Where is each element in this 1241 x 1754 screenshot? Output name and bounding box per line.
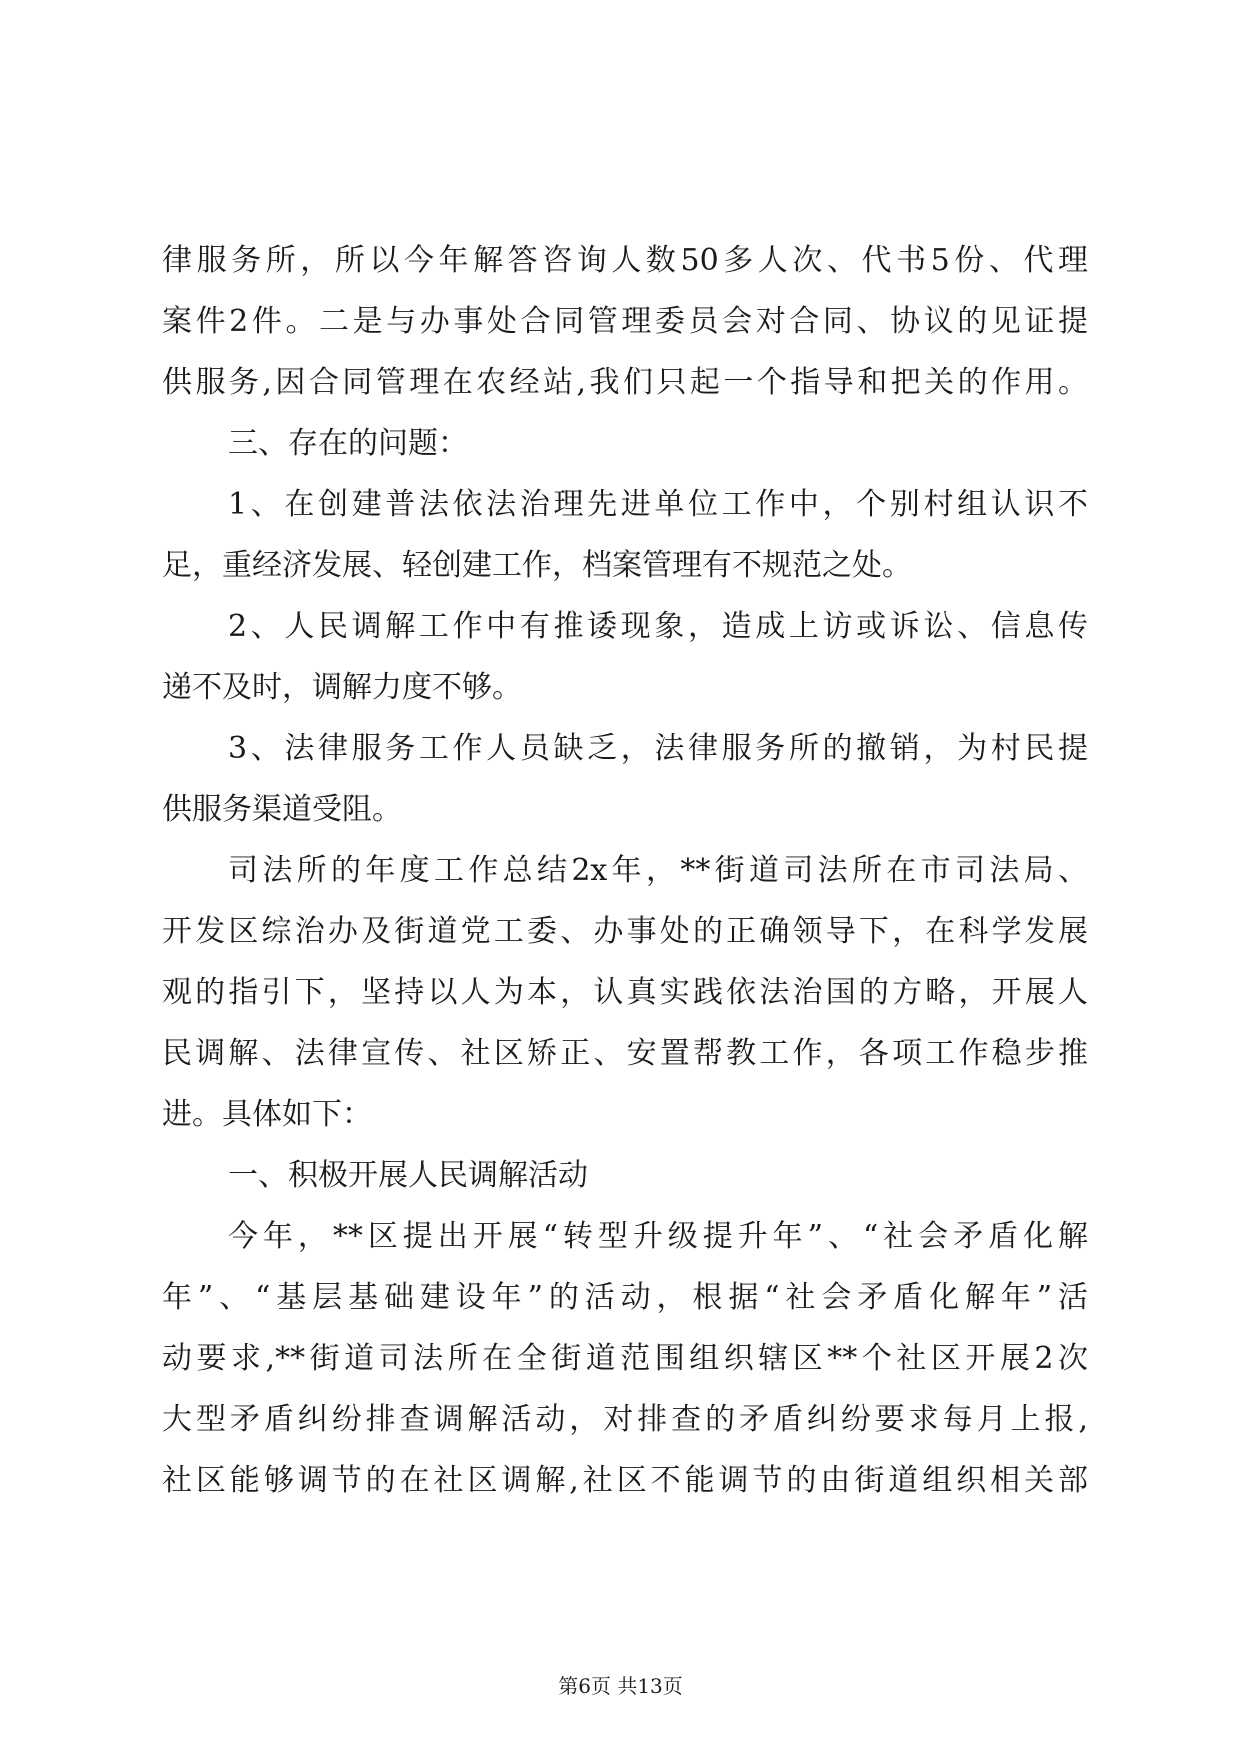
text-line: 递不及时，调解力度不够。 [162,670,522,705]
text-line: 2、人民调解工作中有推诿现象，造成上访或诉讼、信息传 [228,609,1088,644]
text-line: 开发区综治办及街道党工委、办事处的正确领导下，在科学发展 [162,914,1088,949]
text-line: 民调解、法律宣传、社区矫正、安置帮教工作，各项工作稳步推 [162,1036,1088,1071]
text-line: 1、在创建普法依法治理先进单位工作中，个别村组认识不 [228,487,1088,522]
text-line: 年”、“基层基础建设年”的活动，根据“社会矛盾化解年”活 [162,1280,1088,1315]
text-line: 供服务,因合同管理在农经站,我们只起一个指导和把关的作用。 [162,365,1088,400]
text-line: 今年，**区提出开展“转型升级提升年”、“社会矛盾化解 [228,1219,1088,1254]
section-heading: 三、存在的问题： [228,426,468,461]
text-line: 供服务渠道受阻。 [162,792,402,827]
text-line: 动要求,**街道司法所在全街道范围组织辖区**个社区开展2次 [162,1341,1088,1376]
text-line: 律服务所，所以今年解答咨询人数50多人次、代书5份、代理 [162,243,1088,278]
text-line: 案件2件。二是与办事处合同管理委员会对合同、协议的见证提 [162,304,1088,339]
body-text [162,230,1088,1511]
text-line: 社区能够调节的在社区调解,社区不能调节的由街道组织相关部 [162,1463,1088,1498]
text-line: 进。具体如下： [162,1097,372,1132]
section-heading: 一、积极开展人民调解活动 [228,1158,588,1193]
text-line: 3、法律服务工作人员缺乏，法律服务所的撤销，为村民提 [228,731,1088,766]
text-line: 司法所的年度工作总结2x年，**街道司法所在市司法局、 [228,853,1088,888]
page-number-footer: 第6页 共13页 [558,1674,683,1698]
text-line: 足，重经济发展、轻创建工作，档案管理有不规范之处。 [162,548,912,583]
text-line: 大型矛盾纠纷排查调解活动，对排查的矛盾纠纷要求每月上报, [162,1402,1088,1437]
text-line: 观的指引下，坚持以人为本，认真实践依法治国的方略，开展人 [162,975,1088,1010]
